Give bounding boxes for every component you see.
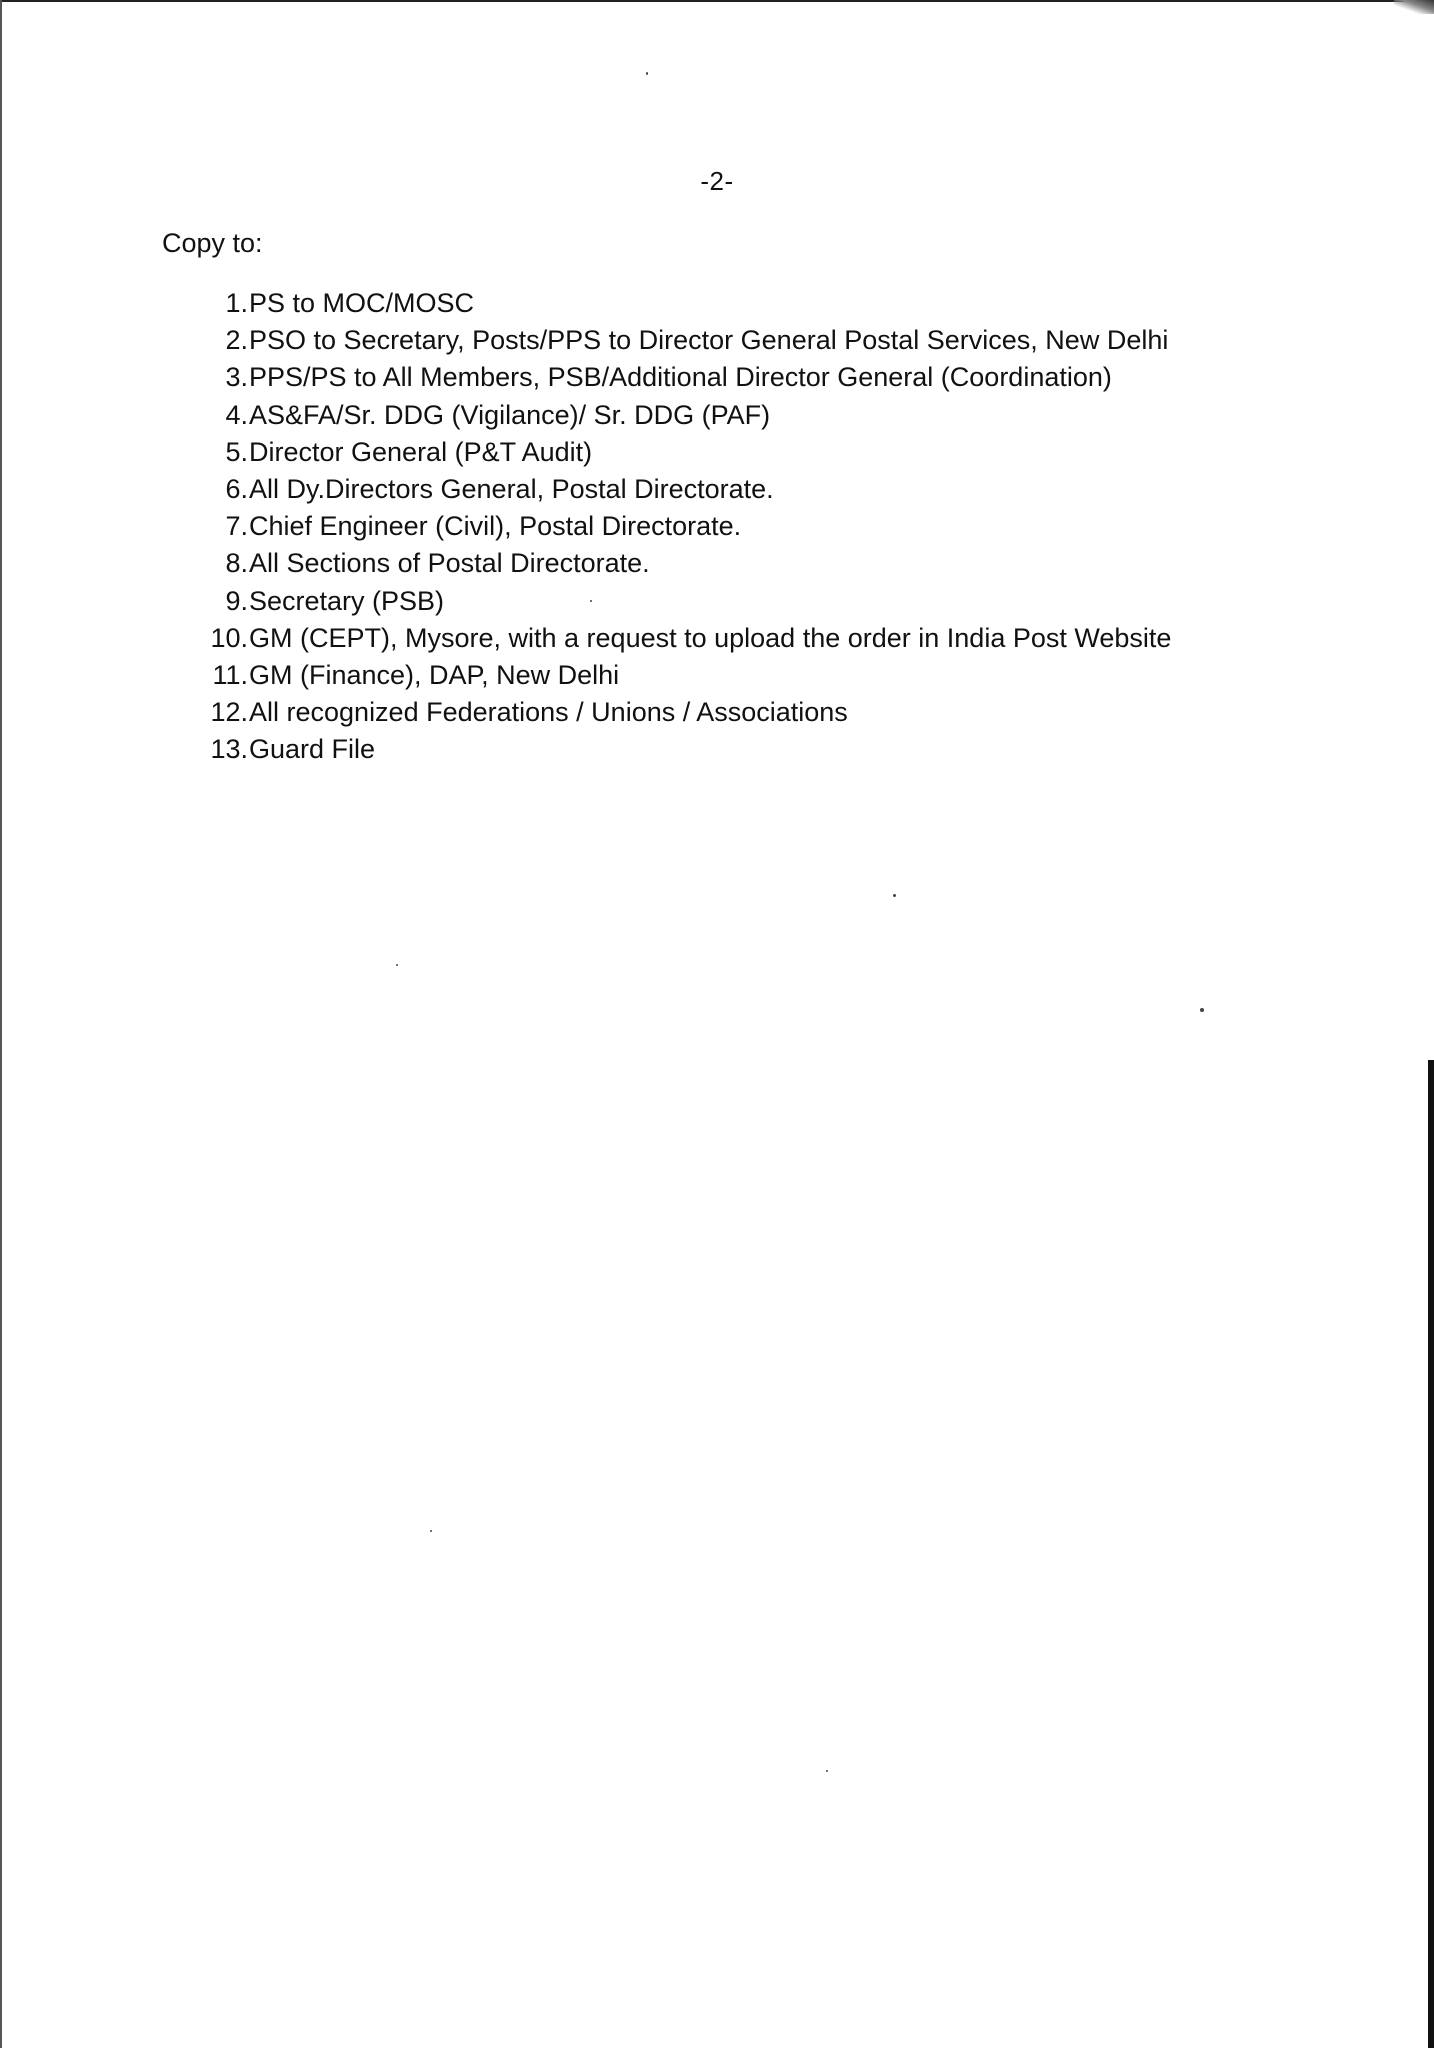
scan-edge-left [0, 0, 2, 2048]
list-item-number: 3. [225, 362, 248, 393]
list-item-text: PPS/PS to All Members, PSB/Additional Director General (Coordination) [249, 362, 1112, 393]
list-item-text: Guard File [249, 734, 376, 765]
list-item [200, 731, 1171, 768]
scan-speck [430, 1530, 432, 1532]
scan-speck [646, 72, 648, 75]
list-item-text: Secretary (PSB) [249, 585, 445, 616]
list-item [200, 657, 1171, 694]
list-item-text: PS to MOC/MOSC [249, 288, 475, 318]
list-item [200, 285, 1171, 322]
list-item-text: All recognized Federations / Unions / Associations [249, 697, 848, 728]
list-item-text: AS&FA/Sr. DDG (Vigilance)/ Sr. DDG (PAF) [249, 399, 771, 430]
scan-edge-right [1428, 1060, 1434, 2048]
list-item-number: 10. [210, 622, 248, 653]
scan-speck [1200, 1008, 1204, 1012]
list-item-text: All Sections of Postal Directorate. [249, 548, 650, 579]
scan-edge-top [0, 0, 1434, 2]
list-item-text: All Dy.Directors General, Postal Directorate. [249, 474, 774, 505]
list-item-number: 11. [212, 660, 248, 691]
scan-speck [590, 600, 592, 602]
list-item [200, 359, 1171, 396]
list-item [200, 583, 1171, 620]
list-item-text: Director General (P&T Audit) [249, 436, 593, 467]
list-item-number: 9. [225, 585, 248, 616]
list-item [200, 508, 1171, 545]
list-item-number: 12. [210, 697, 248, 728]
distribution-list [200, 285, 1171, 769]
list-item-number: 1. [225, 288, 248, 318]
scan-speck [893, 894, 896, 897]
list-item [200, 694, 1171, 731]
list-item [200, 397, 1171, 434]
list-item [200, 471, 1171, 508]
list-item-number: 13. [210, 734, 248, 765]
scan-speck [396, 964, 398, 966]
scan-corner-artifact [1394, 0, 1434, 14]
list-item-text: GM (CEPT), Mysore, with a request to upload the order in India Post Website [249, 622, 1172, 653]
list-item [200, 322, 1171, 359]
list-item-number: 2. [225, 325, 248, 356]
list-item-number: 6. [225, 474, 248, 505]
scan-speck [826, 1770, 828, 1772]
list-item-number: 4. [225, 399, 248, 430]
page-number: -2- [700, 166, 734, 196]
list-item-number: 7. [225, 511, 248, 542]
list-item-text: GM (Finance), DAP, New Delhi [249, 660, 620, 691]
list-item-number: 5. [225, 436, 248, 467]
copy-to-heading: Copy to: [162, 228, 263, 258]
list-item [200, 620, 1171, 657]
list-item-text: PSO to Secretary, Posts/PPS to Director General Postal Services, New Delhi [249, 325, 1169, 356]
list-item [200, 434, 1171, 471]
list-item-number: 8. [225, 548, 248, 579]
list-item [200, 545, 1171, 582]
list-item-text: Chief Engineer (Civil), Postal Directorate. [249, 511, 742, 542]
